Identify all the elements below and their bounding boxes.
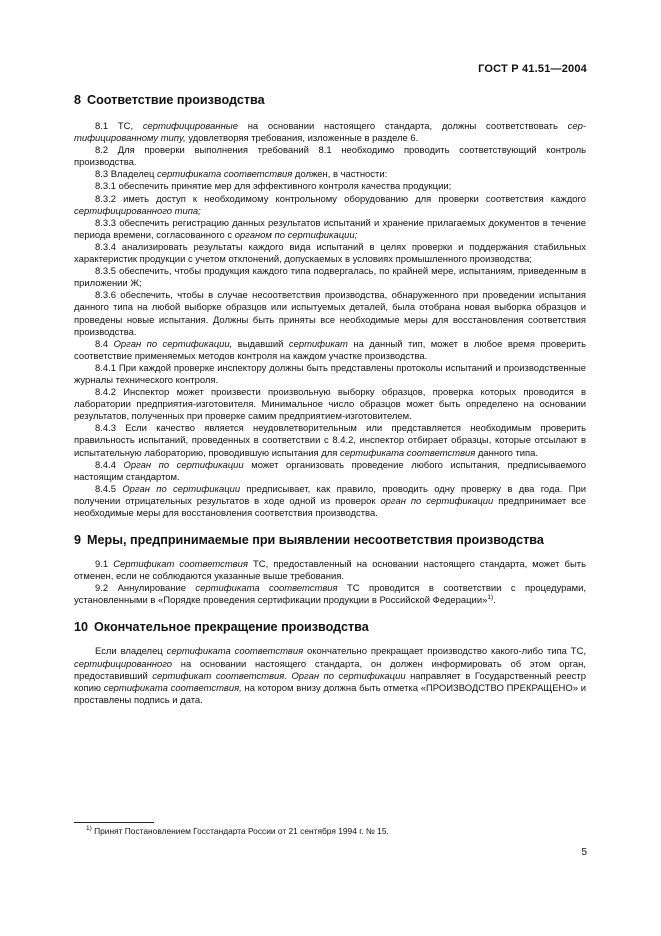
text-run: данного типа. [475, 447, 539, 459]
text-run: окончательно прекращает производство какого-либо типа ТС, [303, 646, 587, 658]
text-run: 8.3.2 иметь доступ к необходимому контрольному оборудованию для проверки соответствия каждого [95, 193, 586, 205]
footnote-text: Принят Постановлением Госстандарта России от 21 сентября 1994 г. № 15. [91, 826, 389, 836]
italic-term: орган по сертификации [380, 495, 494, 507]
paragraph-9-1 [74, 559, 586, 583]
text-run: 8.3.3 обеспечить регистрацию данных результатов испытаний и хранение прилагаемых документов в течение периода времени, согласованного с [74, 217, 586, 241]
italic-term: сертификат [288, 338, 348, 350]
text-run: 8.1 ТС, [95, 121, 143, 132]
text-run: удовлетворяя требования, изложенные в разделе 6. [185, 133, 419, 145]
footnote-marker: 1) [86, 825, 92, 833]
paragraph-8-3 [74, 169, 586, 181]
section-9-heading [74, 532, 586, 548]
page-number: 5 [581, 847, 587, 858]
italic-term: Орган по сертификации [122, 483, 241, 495]
section-10-number: 10 [74, 620, 89, 635]
document-id: ГОСТ Р 41.51—2004 [478, 63, 587, 75]
section-8-number: 8 [74, 93, 82, 107]
text-run: предписывает, как правило, проводить одну проверку в два года. При получении отрицательных результатов в ходе одной из проверок [74, 483, 586, 507]
text-run: . [493, 595, 496, 607]
paragraph-8-1 [74, 121, 586, 145]
text-run: предпринимает все необходимые меры для восстановления соответствия производства. [74, 495, 587, 519]
italic-term: сертифицированные [142, 121, 238, 132]
paragraph-9-2 [74, 583, 586, 607]
paragraph-8-4-2: 8.4.2 Инспектор может произвести произвольную выборку образцов, проверка которых проводится в лаборатории предприятия-изготовителя. Минимальное число образцов может быть определено на основании результатов, полученных при проверке самим предприятием-изготовителем. [74, 387, 586, 423]
italic-term: сертификат соответствия. Орган по сертификации [152, 670, 406, 682]
page-content [74, 92, 586, 707]
italic-term: Орган по сертификации, [113, 338, 233, 350]
paragraph-8-3-3 [74, 218, 586, 242]
section-9-title: Меры, предпринимаемые при выявлении несоответствия производства [87, 533, 544, 548]
paragraph-8-3-1: 8.3.1 обеспечить принятие мер для эффективного контроля качества продукции; [95, 181, 452, 193]
italic-term: сертификата соответствия, [103, 682, 242, 694]
italic-term: Сертификат соответствия [113, 559, 248, 571]
paragraph-8-4-4 [74, 460, 586, 484]
paragraph-8-4-3 [74, 423, 586, 459]
text-run: направляет в Государственный реестр копию [74, 670, 586, 694]
footnote-divider [74, 822, 154, 823]
section-8-heading [74, 92, 586, 108]
paragraph-10 [74, 646, 586, 706]
text-run: может организовать проведение любого испытания, предписываемого настоящим стандартом. [74, 459, 586, 483]
text-run: на основании настоящего стандарта, он должен информировать об этом орган, предоставивший [74, 658, 586, 682]
text-run: 8.3 Владелец [95, 169, 158, 181]
italic-term: сертифицированного типа; [74, 205, 201, 217]
text-run: 9.2 Аннулирование [95, 583, 196, 595]
paragraph-8-3-4: 8.3.4 анализировать результаты каждого вида испытаний в целях проверки и поддержания стабильных характеристик продукции с учетом отклонений, допускаемых в условиях промышленного производства; [74, 241, 586, 266]
paragraph-8-3-2 [74, 194, 586, 218]
italic-term: сертификата соответствия [157, 169, 293, 181]
paragraph-8-4-5 [74, 484, 586, 520]
text-run: 8.4 [95, 338, 114, 350]
text-run: 8.4.3 Если качество является неудовлетворительным или представляется необходимым проверить правильность испытаний, проведенных в соответствии с 8.4.2, инспектор отбирает образцы, которые отсылают в испытательную лабораторию, проводившую испытания для [74, 423, 586, 459]
paragraph-8-3-5: 8.3.5 обеспечить, чтобы продукция каждого типа подвергалась, по крайней мере, испытаниям, приведенным в приложении Ж; [74, 266, 586, 290]
italic-term: органом по сертификации; [234, 229, 358, 241]
text-run: на котором внизу должна быть отметка «ПРОИЗВОДСТВО ПРЕКРАЩЕНО» и проставлены подпись и дата. [74, 682, 586, 706]
paragraph-8-2: 8.2 Для проверки выполнения требований 8.1 необходимо проводить соответствующий контроль производства. [74, 145, 586, 169]
section-8-title: Соответствие производства [87, 93, 265, 107]
text-run: 9.1 [95, 559, 114, 571]
text-run: на данный тип, может в любое время проверить соответствие применяемых методов контроля на каждом участке производства. [74, 338, 586, 362]
paragraph-8-4 [74, 339, 586, 363]
text-run: ТС, предоставленный на основании настоящего стандарта, может быть отменен, если не соблюдаются указанные выше требования. [74, 559, 586, 583]
footnote [74, 826, 586, 837]
italic-term: сертификата соответствия [195, 583, 338, 595]
text-run: выдавший [232, 338, 289, 350]
footnote-marker: 1) [487, 594, 494, 602]
italic-term: сертификата соответствия [166, 646, 304, 658]
section-10-heading [74, 619, 586, 635]
text-run: должен, в частности: [292, 169, 388, 181]
text-run: Если владелец [95, 646, 167, 658]
italic-term: сертифицированного [74, 658, 173, 670]
paragraph-8-3-6: 8.3.6 обеспечить, чтобы в случае несоответствия производства, обнаруженного при проведении испытания данного типа на любой выборке образцов или испытуемых деталей, была отобрана новая выборка образцов и проведены новые испытания. Должны быть приняты все необходимые меры для восстановления соответствия производства. [74, 290, 586, 338]
italic-term: сертификата соответствия [340, 447, 476, 459]
italic-term: сертифицированному типу, [74, 121, 586, 145]
section-10-title: Окончательное прекращение производства [94, 620, 369, 635]
section-9-number: 9 [74, 533, 82, 548]
text-run: 8.4.5 [95, 483, 123, 495]
text-run: на основании настоящего стандарта, должны соответствовать [237, 121, 568, 132]
text-run: ТС проводится в соответствии с процедурами, установленными в «Порядке проведения сертификации продукции в Российской Федерации» [74, 583, 587, 607]
italic-term: Орган по сертификации [123, 459, 244, 471]
text-run: 8.4.4 [95, 459, 124, 471]
paragraph-8-4-1: 8.4.1 При каждой проверке инспектору должны быть представлены протоколы испытаний и производственные журналы технического контроля. [74, 362, 586, 386]
